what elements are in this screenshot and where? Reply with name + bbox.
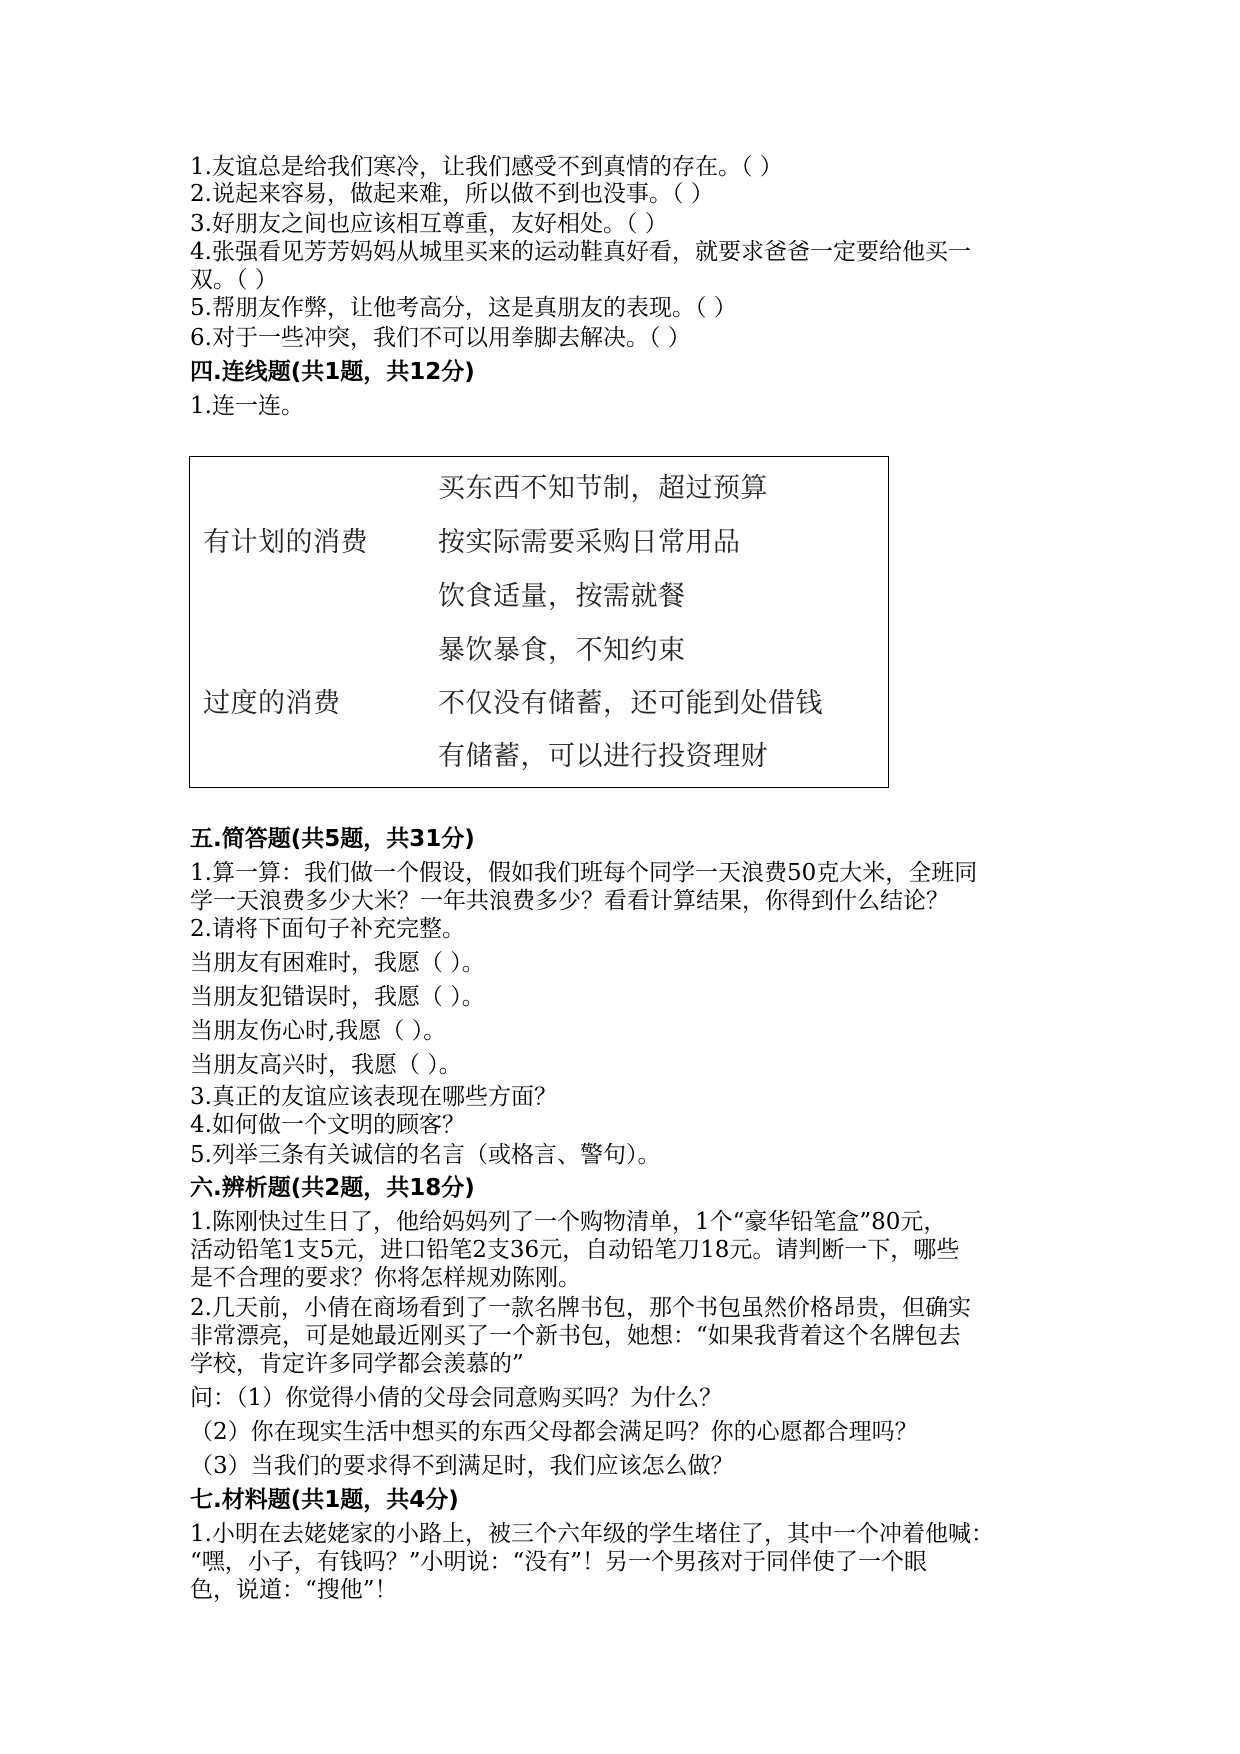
analysis-line: 非常漂亮，可是她最近刚买了一个新书包，她想：“如果我背着这个名牌包去	[190, 1323, 961, 1349]
analysis-line: 学校，肯定许多同学都会羡慕的”	[190, 1351, 524, 1377]
matching-right-item[interactable]: 饮食适量，按需就餐	[438, 581, 686, 612]
section-heading-analysis: 六.辨析题(共2题，共18分)	[190, 1175, 475, 1201]
matching-box	[189, 456, 889, 788]
matching-right-item[interactable]: 暴饮暴食，不知约束	[438, 635, 686, 666]
short-answer-line: 当朋友伤心时,我愿（ ）。	[190, 1018, 447, 1044]
matching-prompt: 1.连一连。	[190, 393, 304, 419]
judgment-item: 5.帮朋友作弊，让他考高分，这是真朋友的表现。（ ）	[190, 295, 737, 321]
material-line: “嘿，小子，有钱吗？”小明说：“没有”！另一个男孩对于同伴使了一个眼	[190, 1549, 928, 1575]
judgment-item: 双。（ ）	[190, 267, 278, 293]
judgment-item: 6.对于一些冲突，我们不可以用拳脚去解决。（ ）	[190, 325, 691, 351]
section-heading-matching: 四.连线题(共1题，共12分)	[190, 359, 475, 385]
short-answer-line: 当朋友有困难时，我愿（ ）。	[190, 950, 485, 976]
analysis-line: （3）当我们的要求得不到满足时，我们应该怎么做？	[190, 1453, 734, 1479]
analysis-line: 2.几天前，小倩在商场看到了一款名牌书包，那个书包虽然价格昂贵，但确实	[190, 1295, 971, 1321]
short-answer-line: 2.请将下面句子补充完整。	[190, 916, 465, 942]
short-answer-line: 4.如何做一个文明的顾客？	[190, 1112, 465, 1138]
short-answer-line: 当朋友高兴时，我愿（ ）。	[190, 1052, 462, 1078]
analysis-line: 活动铅笔1支5元，进口铅笔2支36元，自动铅笔刀18元。请判断一下，哪些	[190, 1237, 960, 1263]
analysis-line: 是不合理的要求？你将怎样规劝陈刚。	[190, 1265, 581, 1291]
material-line: 色，说道：“搜他”！	[190, 1577, 398, 1603]
section-heading-short-answer: 五.简答题(共5题，共31分)	[190, 826, 475, 852]
analysis-line: 问：（1）你觉得小倩的父母会同意购买吗？为什么？	[190, 1385, 723, 1411]
matching-right-item[interactable]: 有储蓄，可以进行投资理财	[438, 741, 768, 772]
judgment-item: 1.友谊总是给我们寒冷，让我们感受不到真情的存在。（ ）	[190, 154, 783, 180]
short-answer-line: 1.算一算：我们做一个假设，假如我们班每个同学一天浪费50克大米，全班同	[190, 860, 978, 886]
short-answer-line: 5.列举三条有关诚信的名言（或格言、警句）。	[190, 1142, 661, 1168]
short-answer-line: 当朋友犯错误时，我愿（ ）。	[190, 984, 485, 1010]
matching-right-item[interactable]: 不仅没有储蓄，还可能到处借钱	[438, 688, 823, 719]
analysis-line: 1.陈刚快过生日了，他给妈妈列了一个购物清单，1个“豪华铅笔盒”80元，	[190, 1209, 947, 1235]
judgment-item: 2.说起来容易，做起来难，所以做不到也没事。（ ）	[190, 181, 714, 207]
judgment-item: 4.张强看见芳芳妈妈从城里买来的运动鞋真好看，就要求爸爸一定要给他买一	[190, 239, 971, 265]
section-heading-material: 七.材料题(共1题，共4分)	[190, 1487, 459, 1513]
material-line: 1.小明在去姥姥家的小路上，被三个六年级的学生堵住了，其中一个冲着他喊：	[190, 1521, 994, 1547]
short-answer-line: 3.真正的友谊应该表现在哪些方面？	[190, 1084, 557, 1110]
matching-left-item[interactable]: 有计划的消费	[203, 527, 368, 558]
matching-left-item[interactable]: 过度的消费	[203, 688, 341, 719]
matching-right-item[interactable]: 买东西不知节制，超过预算	[438, 473, 768, 504]
matching-right-item[interactable]: 按实际需要采购日常用品	[438, 527, 741, 558]
short-answer-line: 学一天浪费多少大米？一年共浪费多少？看看计算结果，你得到什么结论？	[190, 888, 949, 914]
analysis-line: （2）你在现实生活中想买的东西父母都会满足吗？你的心愿都合理吗？	[190, 1419, 918, 1445]
judgment-item: 3.好朋友之间也应该相互尊重，友好相处。（ ）	[190, 211, 668, 237]
